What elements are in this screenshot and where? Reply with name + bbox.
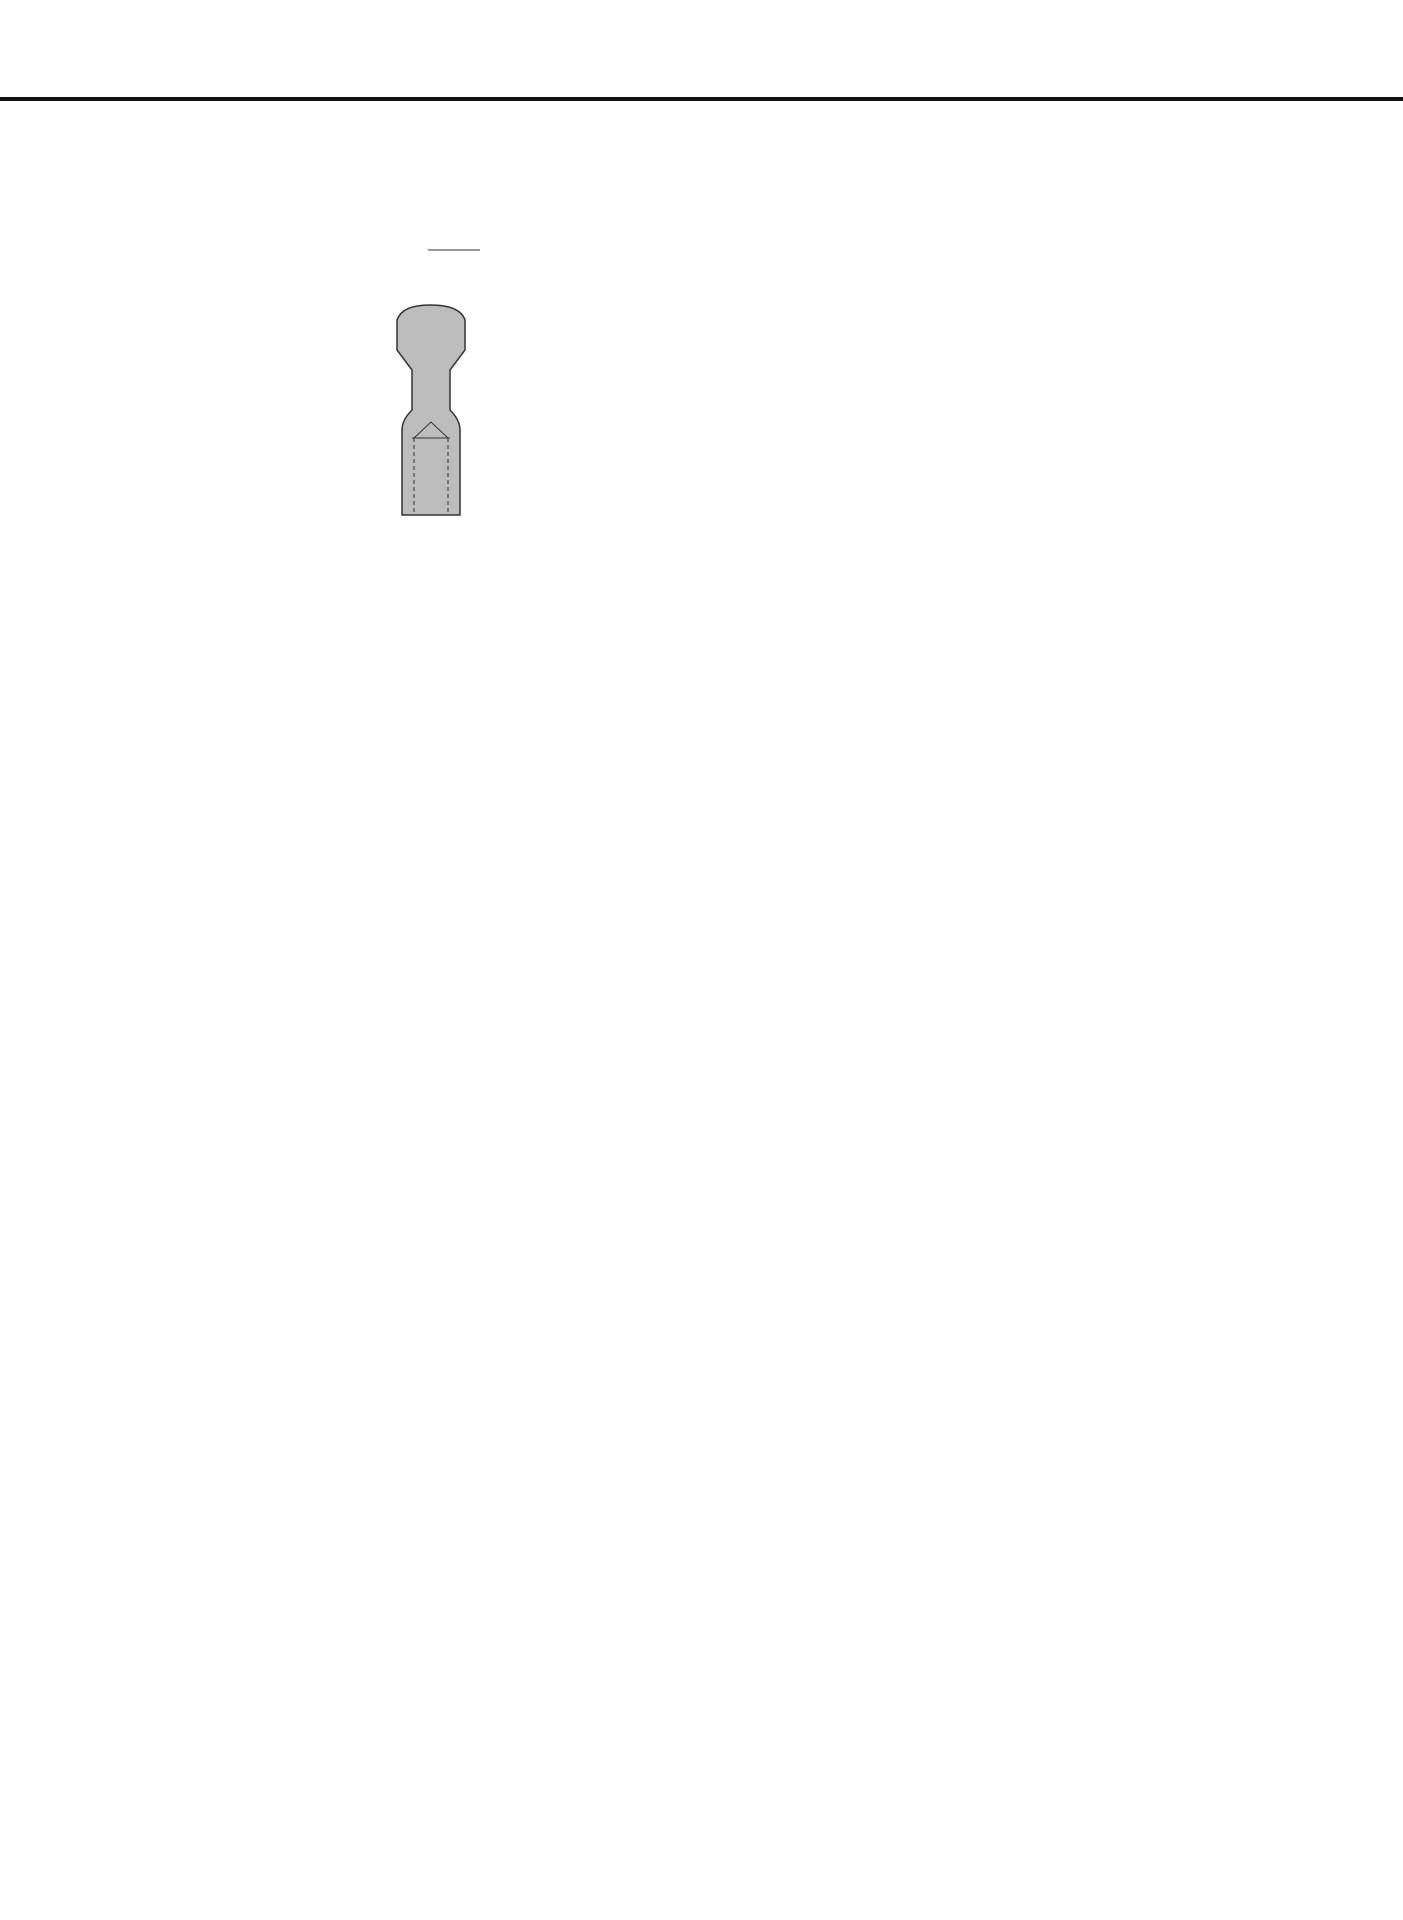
header-divider xyxy=(0,97,1403,101)
section-p-title xyxy=(80,125,106,181)
rod-eye-side-view-diagram xyxy=(310,220,550,590)
